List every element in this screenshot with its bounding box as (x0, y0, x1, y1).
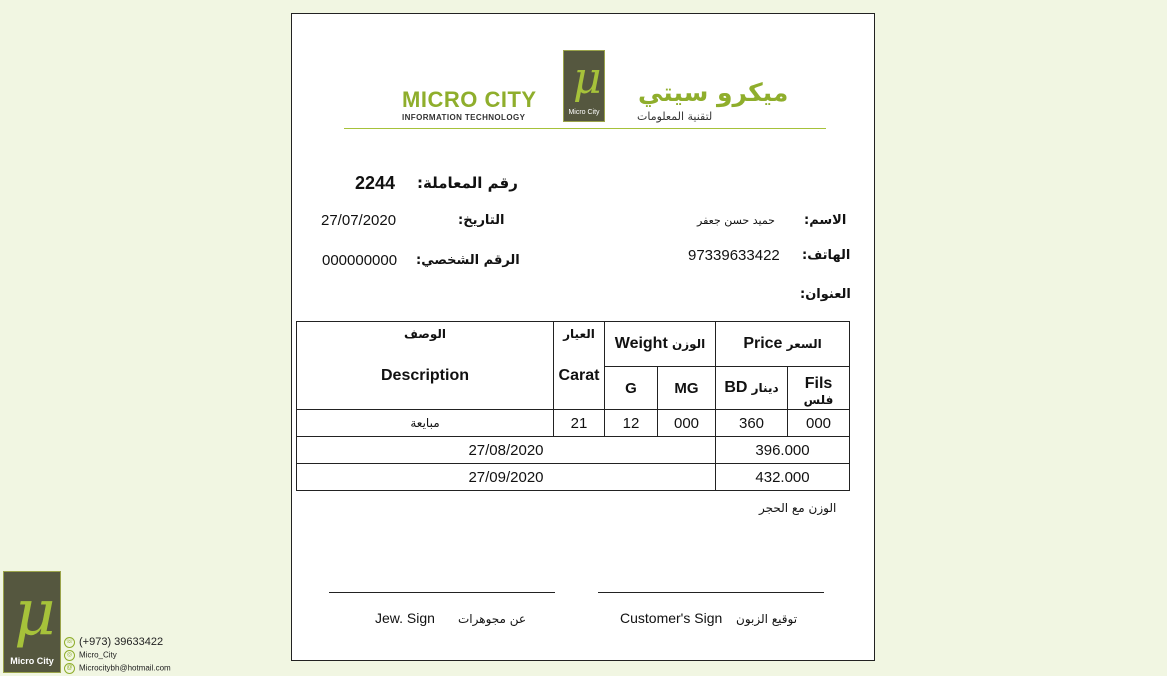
footer-logo-icon (3, 571, 61, 673)
transaction-number: 2244 (355, 173, 396, 193)
phone-value: 97339633422 (688, 247, 780, 264)
items-table (296, 321, 850, 491)
header-rule (344, 128, 826, 129)
phone-icon: ☏ (64, 637, 75, 648)
brand-name-en: MICRO CITY (402, 87, 537, 112)
customer-sign-en: Customer's Sign (620, 610, 723, 626)
email-icon: @ (64, 663, 75, 674)
row-carat: 21 (554, 410, 605, 437)
footer-phone: ☏ (+973) 39633422 (65, 636, 164, 648)
fils-header (788, 367, 850, 410)
price-header-ar: السعر (786, 337, 822, 351)
bd-header-en: BD (724, 379, 748, 396)
transaction-label: رقم المعاملة: (417, 174, 518, 192)
description-header-en: Description (380, 366, 469, 384)
carat-header-ar: العيار (563, 326, 595, 341)
instagram-icon: ◎ (64, 650, 75, 661)
logo-caption: Micro City (568, 109, 600, 116)
brand-tagline-en: INFORMATION TECHNOLOGY (402, 113, 526, 122)
footer-logo-caption: Micro City (10, 656, 54, 666)
carat-header (554, 322, 605, 410)
schedule-row (297, 437, 850, 464)
date-value: 27/07/2020 (321, 212, 397, 229)
schedule-amount: 396.000 (716, 437, 850, 464)
schedule-date: 27/09/2020 (297, 464, 716, 491)
schedule-amount: 432.000 (716, 464, 850, 491)
brand-name-ar: ميكرو سيتي (638, 78, 789, 107)
fils-header-en: Fils (804, 375, 833, 392)
name-value: حميد حسن جعفر (697, 214, 775, 227)
footer-instagram: ◎ Micro_City (64, 650, 117, 661)
receipt-paper (291, 13, 875, 661)
schedule-row (297, 464, 850, 491)
footer-email: @ Microcitybh@hotmail.com (64, 663, 171, 674)
cpr-label: الرقم الشخصي: (416, 253, 520, 268)
customer-signature-line (598, 592, 824, 593)
price-header-en: Price (743, 335, 783, 352)
row-mg: 000 (658, 410, 716, 437)
description-header (297, 322, 554, 410)
customer-sign-ar: توقيع الزبون (736, 612, 798, 626)
weight-note: الوزن مع الحجر (759, 501, 837, 515)
address-label: العنوان: (800, 287, 851, 302)
row-bd: 360 (716, 410, 788, 437)
schedule-date: 27/08/2020 (297, 437, 716, 464)
g-header: G (605, 367, 658, 410)
brand-logo-icon (563, 50, 605, 122)
description-header-ar: الوصف (403, 326, 447, 341)
date-label: التاريخ: (458, 213, 505, 228)
price-header (716, 322, 850, 367)
weight-header (605, 322, 716, 367)
bd-header (716, 367, 788, 410)
mu-glyph: μ (573, 53, 602, 104)
brand-tagline-ar: لتقنية المعلومات (637, 110, 713, 123)
row-g: 12 (605, 410, 658, 437)
row-fils: 000 (788, 410, 850, 437)
phone-label: الهاتف: (802, 248, 851, 263)
table-row (297, 410, 850, 437)
cpr-value: 000000000 (322, 252, 398, 269)
row-description: مبايعة (297, 410, 554, 437)
name-label: الاسم: (804, 213, 847, 228)
weight-header-en: Weight (614, 335, 668, 352)
bd-header-ar: دينار (751, 381, 779, 395)
fils-header-ar: فلس (803, 393, 834, 407)
carat-header-en: Carat (558, 366, 600, 384)
mg-header: MG (658, 367, 716, 410)
weight-header-ar: الوزن (671, 337, 706, 351)
jeweler-sign-en: Jew. Sign (375, 610, 435, 626)
jeweler-signature-line (329, 592, 555, 593)
footer-mu-glyph: μ (14, 576, 56, 650)
jeweler-sign-ar: عن مجوهرات (458, 612, 527, 626)
